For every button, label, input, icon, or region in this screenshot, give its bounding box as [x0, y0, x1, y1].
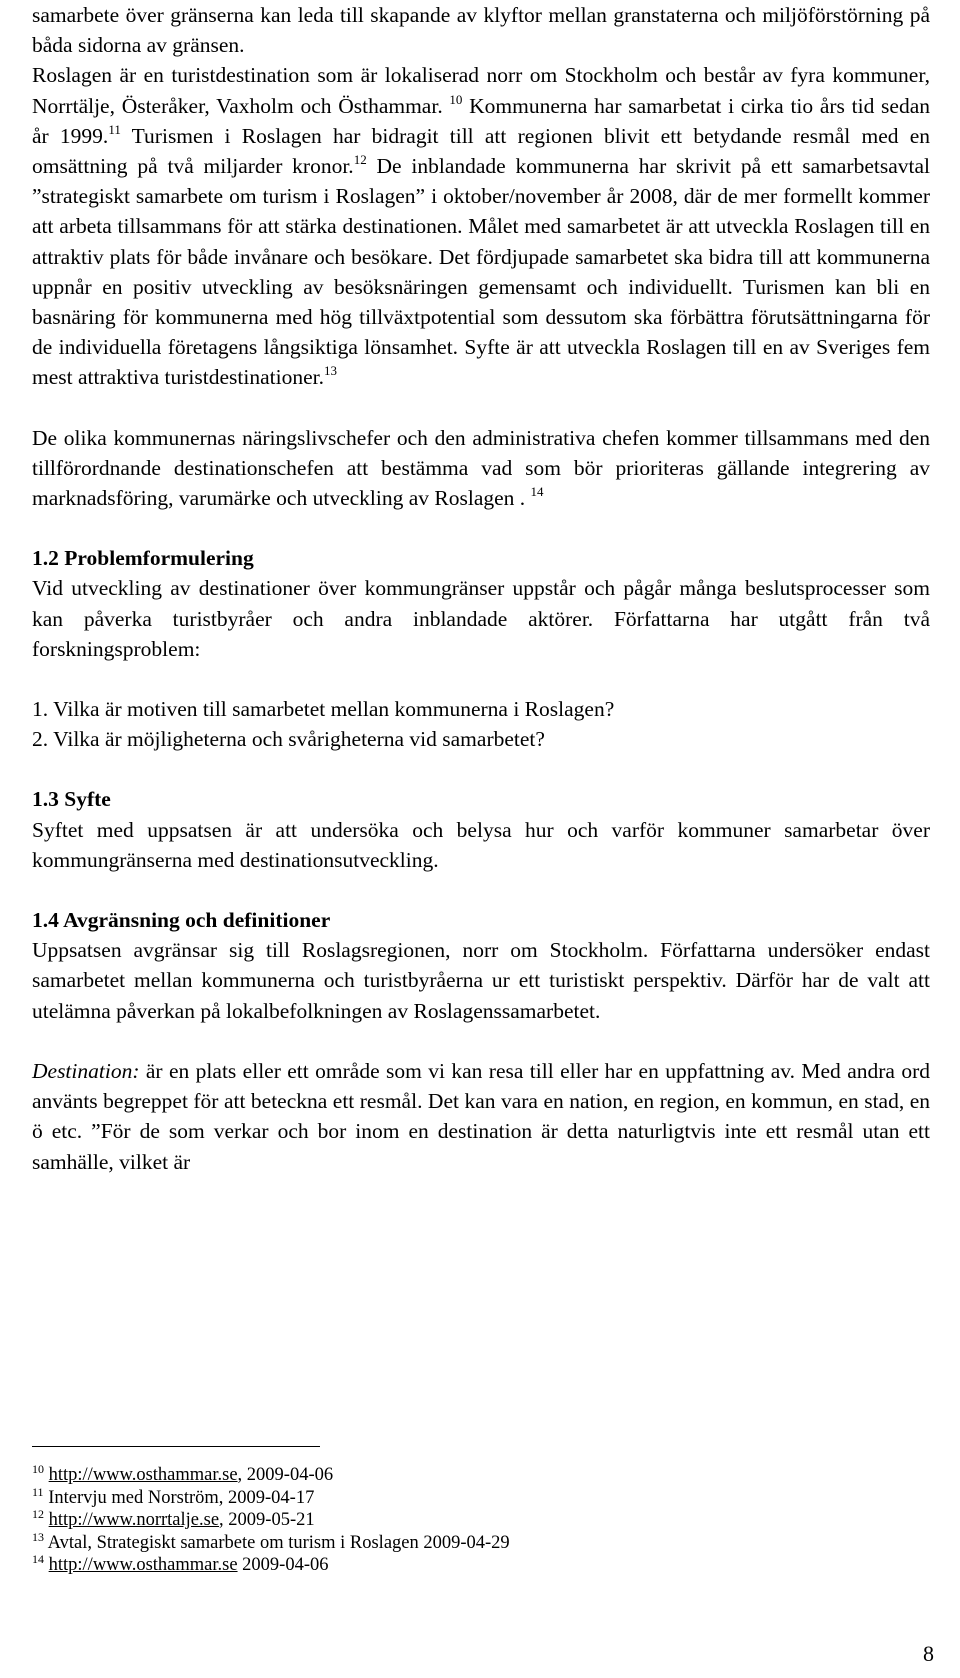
- footnote-number: 13: [32, 1529, 44, 1544]
- footnote-ref-13[interactable]: 13: [323, 363, 337, 379]
- paragraph-avgransning: Uppsatsen avgränsar sig till Roslagsregionen, norr om Stockholm. Författarna undersöker endast samarbetet mellan kommunerna och turistbyråerna ur ett turistiskt perspektiv. Därför har de valt att utelämna påverkan på lokalbefolkningen av Roslagenssamarbetet.: [32, 938, 930, 1023]
- footnote-11: [32, 1484, 932, 1510]
- paragraph-roslagen: [32, 60, 930, 392]
- footnote-text: , 2009-05-21: [219, 1510, 315, 1531]
- footnote-ref-14[interactable]: 14: [530, 484, 544, 500]
- footnote-link[interactable]: http://www.osthammar.se: [48, 1465, 238, 1485]
- paragraph-spacer: [32, 393, 930, 423]
- footnote-14: [32, 1554, 932, 1577]
- paragraph-problemformulering: Vid utveckling av destinationer över kommungränser uppstår och pågår många beslutsprocesser som kan påverka turistbyråer och andra inblandade aktörer. Författarna har utgått från två forskningsproblem:: [32, 576, 930, 661]
- paragraph-spacer: [32, 754, 930, 784]
- paragraph-spacer: [32, 1026, 930, 1056]
- footnote-number: 12: [32, 1507, 44, 1522]
- footnote-text: 2009-04-06: [237, 1555, 329, 1576]
- research-question-2: 2. Vilka är möjligheterna och svårigheterna vid samarbetet?: [32, 727, 545, 752]
- paragraph-intro-continuation: [32, 0, 930, 60]
- footnote-12: [32, 1509, 932, 1532]
- footnote-number: 11: [32, 1484, 44, 1499]
- footnote-ref-10[interactable]: 10: [449, 91, 463, 107]
- paragraph-text: samarbete över gränserna kan leda till skapande av klyftor mellan granstaterna och miljöförstörning på båda sidorna av gränsen.: [32, 3, 930, 58]
- footnote-separator: [32, 1446, 320, 1447]
- footnote-text: Intervju med Norström, 2009-04-17: [48, 1487, 315, 1508]
- section-heading-avgransning: 1.4 Avgränsning och definitioner: [32, 908, 331, 933]
- paragraph-text: De olika kommunernas näringslivschefer och den administrativa chefen kommer tillsammans med den tillförordnande destinationschefen att bestämma vad som bör prioriteras gällande integrering av marknadsföring, varumärke och utveckling av Roslagen .: [32, 425, 930, 511]
- section-heading-syfte: 1.3 Syfte: [32, 787, 111, 812]
- section-heading-problemformulering: 1.2 Problemformulering: [32, 546, 254, 571]
- paragraph-text: De inblandade kommunerna har skrivit på ett samarbetsavtal ”strategiskt samarbete om turism i Roslagen” i oktober/november år 2008, där de mer formellt kommer att arbeta tillsammans för att stärka destinationen. Målet med samarbetet är att utveckla Roslagen till en attraktiv plats för både invånare och besökare. Det fördjupade samarbetet ska bidra till att kommunerna uppnår en positiv utveckling av besöksnäringen gemensamt och individuellt. Turismen kan bli en basnäring för kommunerna med hög tillväxtpotential som dessutom ska förbättra förutsättningarna för de individuella företagens långsiktiga lönsamhet. Syfte är att utveckla Roslagen till en av Sveriges fem mest attraktiva turistdestinationer.: [32, 154, 930, 390]
- footnote-ref-12[interactable]: 12: [353, 152, 367, 168]
- footnote-text: , 2009-04-06: [237, 1465, 334, 1485]
- paragraph-text: Roslagen är en turistdestination som är lokaliserad norr om Stockholm och består av fyra kommuner, Norrtälje, Österåker, Vaxholm och Östhammar.: [32, 63, 930, 118]
- page-number: 8: [923, 1641, 934, 1666]
- paragraph-spacer: [32, 664, 930, 694]
- paragraph-text: Turismen i Roslagen har bidragit till att regionen blivit ett betydande resmål med en omsättning på två miljarder kronor.: [32, 123, 931, 179]
- paragraph-spacer: [32, 513, 930, 543]
- paragraph-spacer: [32, 875, 930, 905]
- footnote-link[interactable]: http://www.norrtalje.se: [48, 1510, 220, 1531]
- footnote-13: [32, 1529, 932, 1555]
- footnote-link[interactable]: http://www.osthammar.se: [48, 1555, 238, 1576]
- research-question-1: 1. Vilka är motiven till samarbetet mellan kommunerna i Roslagen?: [32, 697, 615, 722]
- paragraph-syfte: Syftet med uppsatsen är att undersöka och belysa hur och varför kommuner samarbetar över kommungränserna med destinationsutveckling.: [32, 817, 930, 872]
- paragraph-naringslivschefer: [32, 423, 930, 514]
- paragraph-text: Kommunerna har samarbetat i cirka tio års tid sedan år 1999.: [32, 93, 930, 148]
- paragraph-destination-definition: [32, 1056, 930, 1177]
- definition-term: Destination:: [32, 1058, 140, 1083]
- definition-text: är en plats eller ett område som vi kan resa till eller har en uppfattning av. Med andra ord använts begreppet för att beteckna ett resmål. Det kan vara en nation, en region, en kommun, en stad, en ö etc. ”För de som verkar och bor inom en destination är detta naturligtvis inte ett resmål utan ett samhälle, vilket är: [32, 1058, 930, 1174]
- footnote-ref-11[interactable]: 11: [108, 121, 121, 137]
- footnote-number: 14: [32, 1552, 44, 1567]
- footnote-number: 10: [32, 1462, 44, 1476]
- footnotes: [32, 1464, 932, 1577]
- footnote-text: Avtal, Strategiskt samarbete om turism i Roslagen 2009-04-29: [47, 1532, 510, 1553]
- document-page: [32, 0, 930, 1177]
- footnote-10: [32, 1464, 932, 1487]
